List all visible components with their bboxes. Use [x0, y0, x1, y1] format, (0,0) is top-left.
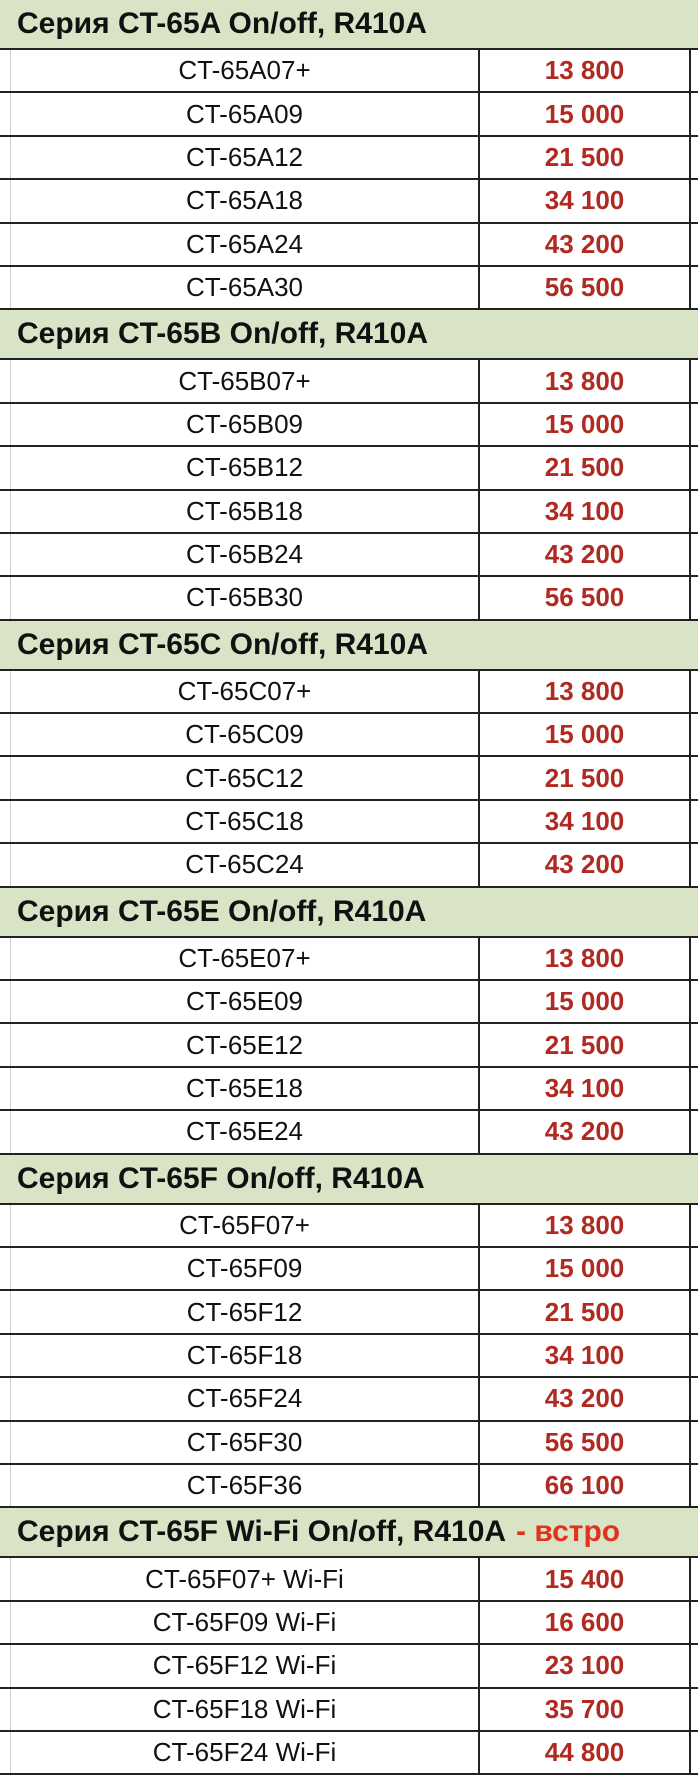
table-row [0, 404, 698, 447]
row-gutter-cell[interactable] [0, 1602, 11, 1643]
price-cell[interactable]: 13 800 [480, 1205, 691, 1246]
model-cell[interactable]: CT-65A30 [11, 267, 480, 308]
section-header[interactable] [0, 1155, 698, 1205]
empty-cell[interactable] [691, 1645, 698, 1686]
row-gutter-cell[interactable] [0, 447, 11, 488]
row-gutter-cell[interactable] [0, 267, 11, 308]
table-row [0, 938, 698, 981]
empty-cell[interactable] [691, 1205, 698, 1246]
price-cell[interactable]: 15 000 [480, 93, 691, 134]
model-cell[interactable]: CT-65A07+ [11, 50, 480, 91]
empty-cell[interactable] [691, 757, 698, 798]
model-cell[interactable]: CT-65A18 [11, 180, 480, 221]
price-cell[interactable]: 21 500 [480, 1291, 691, 1332]
empty-cell[interactable] [691, 577, 698, 618]
price-cell[interactable]: 21 500 [480, 1024, 691, 1065]
row-gutter-cell[interactable] [0, 534, 11, 575]
price-cell[interactable]: 15 000 [480, 404, 691, 445]
empty-cell[interactable] [691, 137, 698, 178]
table-row [0, 1068, 698, 1111]
table-row [0, 50, 698, 93]
table-row [0, 1689, 698, 1732]
empty-cell[interactable] [691, 1291, 698, 1332]
row-gutter-cell[interactable] [0, 844, 11, 885]
empty-cell[interactable] [691, 671, 698, 712]
model-cell[interactable]: CT-65F09 [11, 1248, 480, 1289]
empty-cell[interactable] [691, 1465, 698, 1506]
table-row [0, 267, 698, 310]
row-gutter-cell[interactable] [0, 93, 11, 134]
row-gutter-cell[interactable] [0, 137, 11, 178]
model-cell[interactable]: CT-65C12 [11, 757, 480, 798]
section-header[interactable] [0, 0, 698, 50]
section-header[interactable] [0, 1508, 698, 1558]
table-row [0, 137, 698, 180]
table-row [0, 93, 698, 136]
empty-cell[interactable] [691, 534, 698, 575]
empty-cell[interactable] [691, 714, 698, 755]
price-cell[interactable]: 34 100 [480, 801, 691, 842]
price-cell[interactable]: 15 000 [480, 981, 691, 1022]
price-cell[interactable]: 15 000 [480, 1248, 691, 1289]
model-cell[interactable]: CT-65C24 [11, 844, 480, 885]
row-gutter-cell[interactable] [0, 1248, 11, 1289]
empty-cell[interactable] [691, 93, 698, 134]
model-cell[interactable]: CT-65F09 Wi-Fi [11, 1602, 480, 1643]
empty-cell[interactable] [691, 1689, 698, 1730]
section-title: Серия CT-65A On/off, R410A [17, 7, 427, 40]
row-gutter-cell[interactable] [0, 491, 11, 532]
row-gutter-cell[interactable] [0, 1024, 11, 1065]
model-cell[interactable]: CT-65C18 [11, 801, 480, 842]
empty-cell[interactable] [691, 447, 698, 488]
empty-cell[interactable] [691, 1024, 698, 1065]
row-gutter-cell[interactable] [0, 981, 11, 1022]
empty-cell[interactable] [691, 1068, 698, 1109]
table-row [0, 534, 698, 577]
row-gutter-cell[interactable] [0, 1205, 11, 1246]
model-cell[interactable]: CT-65C07+ [11, 671, 480, 712]
price-cell[interactable]: 56 500 [480, 1422, 691, 1463]
section-title: Серия CT-65B On/off, R410A [17, 317, 429, 351]
price-cell[interactable]: 13 800 [480, 50, 691, 91]
price-cell[interactable]: 23 100 [480, 1645, 691, 1686]
row-gutter-cell[interactable] [0, 1335, 11, 1376]
row-gutter-cell[interactable] [0, 1558, 11, 1599]
empty-cell[interactable] [691, 1558, 698, 1599]
price-cell[interactable]: 21 500 [480, 447, 691, 488]
section-header[interactable] [0, 621, 698, 671]
empty-cell[interactable] [691, 224, 698, 265]
empty-cell[interactable] [691, 1422, 698, 1463]
row-gutter-cell[interactable] [0, 224, 11, 265]
row-gutter-cell[interactable] [0, 1689, 11, 1730]
table-row [0, 981, 698, 1024]
row-gutter-cell[interactable] [0, 404, 11, 445]
price-cell[interactable]: 43 200 [480, 1111, 691, 1152]
price-cell[interactable]: 21 500 [480, 137, 691, 178]
section-title: Серия CT-65F On/off, R410A [17, 1161, 425, 1195]
model-cell[interactable]: CT-65B18 [11, 491, 480, 532]
model-cell[interactable]: CT-65F18 [11, 1335, 480, 1376]
empty-cell[interactable] [691, 267, 698, 308]
empty-cell[interactable] [691, 491, 698, 532]
table-row [0, 671, 698, 714]
model-cell[interactable]: CT-65F07+ Wi-Fi [11, 1558, 480, 1599]
table-row [0, 1335, 698, 1378]
table-row [0, 1602, 698, 1645]
row-gutter-cell[interactable] [0, 1732, 11, 1773]
table-row [0, 1248, 698, 1291]
empty-cell[interactable] [691, 1335, 698, 1376]
section-title: Серия CT-65C On/off, R410A [17, 627, 429, 661]
table-row [0, 1378, 698, 1421]
price-cell[interactable]: 43 200 [480, 224, 691, 265]
price-cell[interactable]: 56 500 [480, 577, 691, 618]
table-row [0, 757, 698, 800]
model-cell[interactable]: CT-65F07+ [11, 1205, 480, 1246]
table-row [0, 180, 698, 223]
model-cell[interactable]: CT-65F12 Wi-Fi [11, 1645, 480, 1686]
model-cell[interactable]: CT-65E18 [11, 1068, 480, 1109]
table-row [0, 1111, 698, 1154]
table-row [0, 801, 698, 844]
empty-cell[interactable] [691, 1602, 698, 1643]
price-cell[interactable]: 34 100 [480, 1335, 691, 1376]
row-gutter-cell[interactable] [0, 714, 11, 755]
table-row [0, 447, 698, 490]
price-cell[interactable]: 13 800 [480, 938, 691, 979]
model-cell[interactable]: CT-65A24 [11, 224, 480, 265]
price-cell[interactable]: 21 500 [480, 757, 691, 798]
row-gutter-cell[interactable] [0, 1645, 11, 1686]
empty-cell[interactable] [691, 180, 698, 221]
price-cell[interactable]: 34 100 [480, 491, 691, 532]
table-row [0, 1291, 698, 1334]
price-cell[interactable]: 13 800 [480, 671, 691, 712]
model-cell[interactable]: CT-65B24 [11, 534, 480, 575]
table-row [0, 1205, 698, 1248]
model-cell[interactable]: CT-65B30 [11, 577, 480, 618]
row-gutter-cell[interactable] [0, 1378, 11, 1419]
table-row [0, 1645, 698, 1688]
price-cell[interactable]: 44 800 [480, 1732, 691, 1773]
empty-cell[interactable] [691, 938, 698, 979]
row-gutter-cell[interactable] [0, 938, 11, 979]
row-gutter-cell[interactable] [0, 180, 11, 221]
table-row [0, 1558, 698, 1601]
table-row [0, 491, 698, 534]
table-row [0, 844, 698, 887]
row-gutter-cell[interactable] [0, 1465, 11, 1506]
section-header[interactable] [0, 888, 698, 938]
section-title-suffix: - встро [516, 1515, 621, 1549]
model-cell[interactable]: CT-65B12 [11, 447, 480, 488]
row-gutter-cell[interactable] [0, 1291, 11, 1332]
empty-cell[interactable] [691, 844, 698, 885]
empty-cell[interactable] [691, 360, 698, 401]
row-gutter-cell[interactable] [0, 50, 11, 91]
empty-cell[interactable] [691, 1111, 698, 1152]
price-cell[interactable]: 15 400 [480, 1558, 691, 1599]
model-cell[interactable]: CT-65F36 [11, 1465, 480, 1506]
empty-cell[interactable] [691, 50, 698, 91]
row-gutter-cell[interactable] [0, 360, 11, 401]
section-header[interactable] [0, 310, 698, 360]
table-row [0, 1465, 698, 1508]
table-row [0, 714, 698, 757]
table-row [0, 360, 698, 403]
model-cell[interactable]: CT-65F24 [11, 1378, 480, 1419]
model-cell[interactable]: CT-65F12 [11, 1291, 480, 1332]
price-cell[interactable]: 66 100 [480, 1465, 691, 1506]
model-cell[interactable]: CT-65F24 Wi-Fi [11, 1732, 480, 1773]
model-cell[interactable]: CT-65F18 Wi-Fi [11, 1689, 480, 1730]
model-cell[interactable]: CT-65C09 [11, 714, 480, 755]
model-cell[interactable]: CT-65E12 [11, 1024, 480, 1065]
price-cell[interactable]: 34 100 [480, 1068, 691, 1109]
empty-cell[interactable] [691, 404, 698, 445]
price-cell[interactable]: 56 500 [480, 267, 691, 308]
model-cell[interactable]: CT-65B09 [11, 404, 480, 445]
price-cell[interactable]: 43 200 [480, 534, 691, 575]
row-gutter-cell[interactable] [0, 671, 11, 712]
model-cell[interactable]: CT-65E24 [11, 1111, 480, 1152]
model-cell[interactable]: CT-65A09 [11, 93, 480, 134]
price-cell[interactable]: 43 200 [480, 844, 691, 885]
model-cell[interactable]: CT-65E07+ [11, 938, 480, 979]
price-cell[interactable]: 34 100 [480, 180, 691, 221]
section-title: Серия CT-65E On/off, R410A [17, 894, 427, 928]
model-cell[interactable]: CT-65E09 [11, 981, 480, 1022]
price-cell[interactable]: 35 700 [480, 1689, 691, 1730]
price-cell[interactable]: 15 000 [480, 714, 691, 755]
table-row [0, 1422, 698, 1465]
price-cell[interactable]: 16 600 [480, 1602, 691, 1643]
price-cell[interactable]: 13 800 [480, 360, 691, 401]
table-row [0, 224, 698, 267]
table-row [0, 1024, 698, 1067]
row-gutter-cell[interactable] [0, 1111, 11, 1152]
table-row [0, 1732, 698, 1775]
section-title: Серия CT-65F Wi-Fi On/off, R410A [17, 1515, 507, 1549]
price-cell[interactable]: 43 200 [480, 1378, 691, 1419]
row-gutter-cell[interactable] [0, 801, 11, 842]
table-row [0, 577, 698, 620]
empty-cell[interactable] [691, 1378, 698, 1419]
empty-cell[interactable] [691, 801, 698, 842]
row-gutter-cell[interactable] [0, 757, 11, 798]
empty-cell[interactable] [691, 1248, 698, 1289]
empty-cell[interactable] [691, 1732, 698, 1773]
model-cell[interactable]: CT-65A12 [11, 137, 480, 178]
empty-cell[interactable] [691, 981, 698, 1022]
row-gutter-cell[interactable] [0, 1422, 11, 1463]
row-gutter-cell[interactable] [0, 1068, 11, 1109]
model-cell[interactable]: CT-65F30 [11, 1422, 480, 1463]
row-gutter-cell[interactable] [0, 577, 11, 618]
model-cell[interactable]: CT-65B07+ [11, 360, 480, 401]
